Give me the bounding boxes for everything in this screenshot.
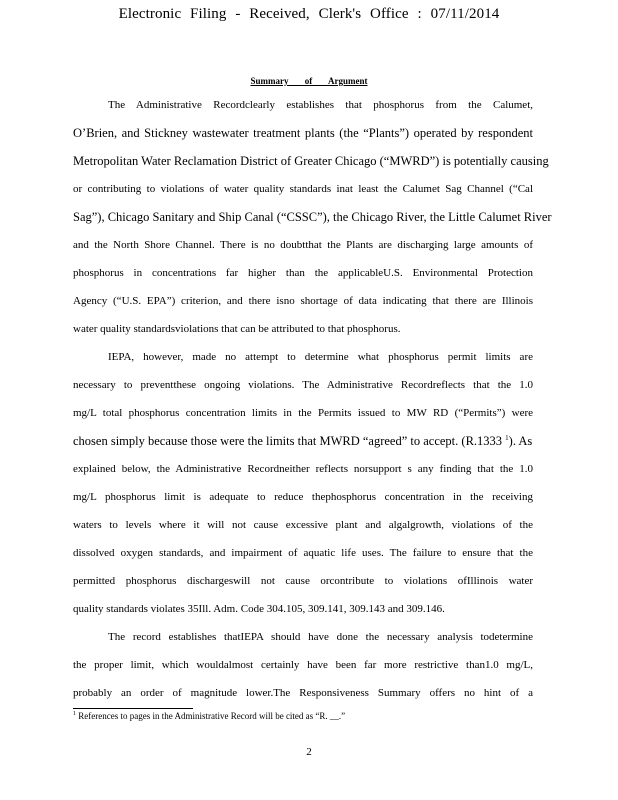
paragraph-1-line-2: O’Brien, and Stickney wastewater treatment plants (the “Plants”) operated by respondent: [73, 126, 533, 140]
paragraph-2-line-9: permitted phosphorus dischargeswill not cause orcontribute to violations ofIllinois water: [73, 575, 533, 587]
paragraph-2-line-5: explained below, the Administrative Recordneither reflects norsupport s any finding that the 1.0: [73, 463, 533, 475]
paragraph-2-line-4-tail: ). As: [508, 434, 533, 448]
paragraph-2-line-7: waters to levels where it will not cause excessive plant and algalgrowth, violations of the: [73, 519, 533, 531]
paragraph-2-line-10: quality standards violates 35Ill. Adm. Code 304.105, 309.141, 309.143 and 309.146.: [73, 603, 445, 615]
paragraph-3-line-3: probably an order of magnitude lower.The Responsiveness Summary offers no hint of a: [73, 687, 533, 699]
paragraph-2-line-4: [73, 432, 533, 450]
paragraph-2-line-1: IEPA, however, made no attempt to determine what phosphorus permit limits are: [108, 351, 533, 363]
paragraph-1-line-7: phosphorus in concentrations far higher than the applicableU.S. Environmental Protection: [73, 267, 533, 279]
footnote-marker: 1: [73, 711, 76, 717]
footnote: [73, 711, 345, 721]
footnote-reference: 1: [505, 433, 509, 442]
footnote-separator: [73, 708, 193, 709]
paragraph-3-line-2: the proper limit, which wouldalmost certainly have been far more restrictive than1.0 mg/L,: [73, 659, 533, 671]
paragraph-2-line-6: mg/L phosphorus limit is adequate to reduce thephosphorus concentration in the receiving: [73, 491, 533, 503]
paragraph-1-line-3: Metropolitan Water Reclamation District of Greater Chicago (“MWRD”) is potentially causing: [73, 154, 549, 168]
filing-stamp-header: Electronic Filing - Received, Clerk's Office : 07/11/2014: [118, 6, 500, 22]
paragraph-1-line-1: The Administrative Recordclearly establishes that phosphorus from the Calumet,: [108, 99, 533, 111]
paragraph-1-line-8: Agency (“U.S. EPA”) criterion, and there isno shortage of data indicating that there are Illinois: [73, 295, 533, 307]
paragraph-1-line-4: or contributing to violations of water quality standards inat least the Calumet Sag Channel (“Cal: [73, 183, 533, 195]
paragraph-1-line-5: Sag”), Chicago Sanitary and Ship Canal (“CSSC”), the Chicago River, the Little Calumet River: [73, 210, 552, 224]
paragraph-2-line-3: mg/L total phosphorus concentration limits in the Permits issued to MW RD (“Permits”) were: [73, 407, 533, 419]
page-number: 2: [306, 746, 312, 758]
paragraph-1-line-9: water quality standardsviolations that can be attributed to that phosphorus.: [73, 323, 401, 335]
paragraph-3-line-1: The record establishes thatIEPA should have done the necessary analysis todetermine: [108, 631, 533, 643]
section-heading-text: Summary of Argument: [250, 76, 368, 86]
paragraph-2-line-2: necessary to preventthese ongoing violations. The Administrative Recordreflects that the 1.0: [73, 379, 533, 391]
paragraph-2-line-8: dissolved oxygen standards, and impairment of aquatic life uses. The failure to ensure that the: [73, 547, 533, 559]
paragraph-1-line-6: and the North Shore Channel. There is no doubtthat the Plants are discharging large amounts of: [73, 239, 533, 251]
footnote-text: References to pages in the Administrative Record will be cited as “R. __.”: [78, 711, 346, 721]
section-heading: [0, 76, 618, 86]
paragraph-2-line-4-text: chosen simply because those were the limits that MWRD “agreed” to accept. (R.1333: [73, 434, 503, 448]
